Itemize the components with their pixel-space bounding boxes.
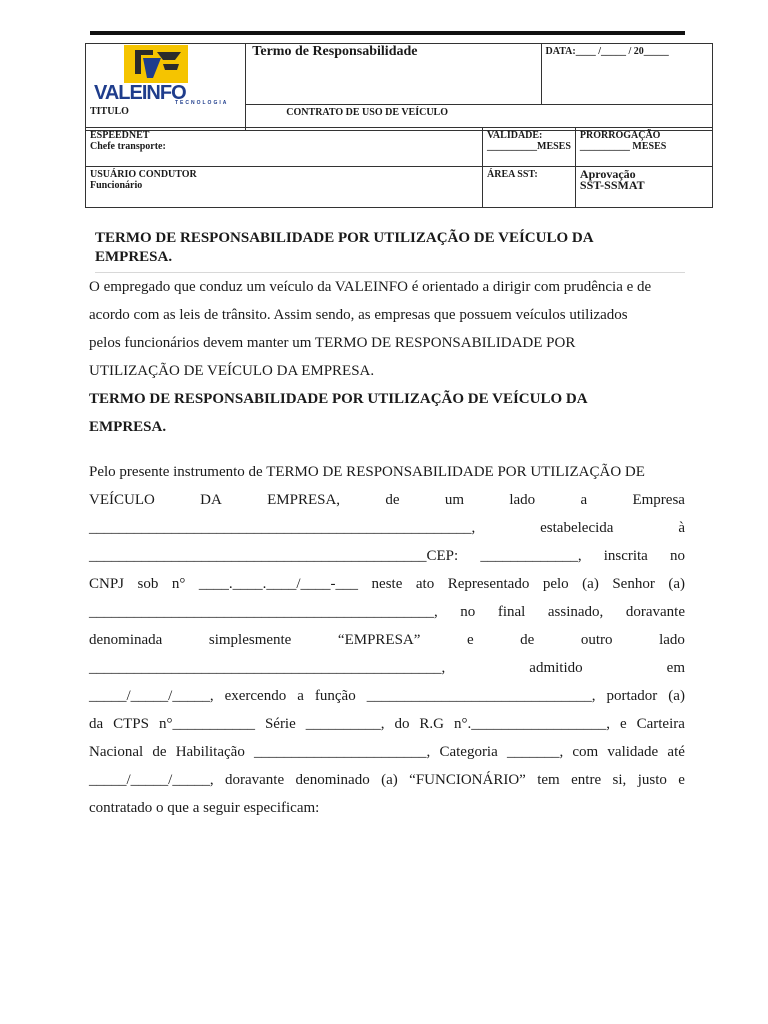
contract-word: (a) — [582, 576, 599, 592]
prorrogacao-cell — [575, 128, 712, 167]
contract-word: CNPJ — [89, 576, 125, 592]
contract-word: neste — [371, 576, 403, 592]
contract-word: DA — [200, 492, 222, 508]
contract-word: doravante — [625, 604, 685, 620]
contract-word: Empresa — [632, 492, 685, 508]
contract-line — [89, 626, 685, 654]
contract-word: outro — [580, 632, 613, 648]
contract-word: final — [497, 604, 526, 620]
contract-word: da — [89, 716, 104, 732]
contract-word: até — [667, 744, 685, 760]
prorrogacao-label: PRORROGAÇÃO — [579, 130, 661, 141]
validade-cell — [483, 128, 576, 167]
prorrogacao-value: __________ MESES — [579, 141, 667, 152]
contract-word: Habilitação — [175, 744, 245, 760]
usuario-label: USUÁRIO CONDUTOR — [90, 169, 197, 180]
espeednet-cell — [86, 128, 483, 167]
intro-paragraph — [89, 273, 685, 385]
contract-word: ______________________________________________, — [89, 604, 438, 620]
funcionario-label: Funcionário — [90, 180, 143, 191]
logo-cell — [86, 44, 246, 105]
contract-word: ______________________________, — [366, 688, 596, 704]
espeednet-label: ESPEEDNET — [90, 130, 150, 141]
contract-word: entre — [571, 772, 602, 788]
contract-word: admitido — [529, 660, 583, 676]
intro-line: acordo com as leis de trânsito. Assim sendo, as empresas que possuem veículos utilizados — [89, 307, 628, 323]
contract-word: __________, — [305, 716, 385, 732]
contract-word: Pelo presente instrumento de TERMO DE RESPONSABILIDADE POR UTILIZAÇÃO DE — [89, 464, 645, 480]
contract-word: sob — [137, 576, 159, 592]
logo-tagline: TECNOLOGIA — [175, 100, 229, 104]
contract-word: denominado — [295, 772, 370, 788]
contract-word: assinado, — [547, 604, 604, 620]
contract-word: exercendo — [224, 688, 287, 704]
date-cell — [541, 44, 712, 105]
contract-word: lado — [509, 492, 536, 508]
validade-value: __________MESES — [487, 141, 571, 152]
contract-word: _____/_____/_____, — [89, 688, 214, 704]
contract-word: portador — [606, 688, 658, 704]
contract-word: ato — [415, 576, 435, 592]
contract-word: si, — [612, 772, 627, 788]
document-title: TERMO DE RESPONSABILIDADE POR UTILIZAÇÃO DE VEÍCULO DA EMPRESA. — [95, 230, 593, 265]
contract-word: _____________________________________________CEP: — [89, 548, 459, 564]
intro-line: O empregado que conduz um veículo da VALEINFO é orientado a dirigir com prudência e de — [89, 279, 652, 295]
area-sst-label: ÁREA SST: — [487, 169, 538, 180]
contract-word: de — [152, 744, 167, 760]
contract-word: CTPS — [113, 716, 149, 732]
contract-word: e — [678, 772, 685, 788]
contract-line — [89, 458, 685, 486]
contract-word: justo — [637, 772, 667, 788]
contract-word: estabelecida — [540, 520, 614, 536]
contract-word: de — [385, 492, 400, 508]
contract-word: ___________________________________________________, — [89, 520, 476, 536]
contract-word: (a) — [381, 772, 398, 788]
contract-word: tem — [537, 772, 560, 788]
section-title — [89, 385, 685, 441]
titulo-label: TITULO — [90, 106, 129, 117]
contract-word: pelo — [542, 576, 569, 592]
contract-line — [89, 738, 685, 766]
contract-paragraph — [89, 458, 685, 822]
contract-line — [89, 766, 685, 794]
logo-wordmark: VALEINFO — [94, 82, 186, 104]
contract-word: VEÍCULO — [89, 492, 155, 508]
contract-line — [89, 794, 685, 822]
contract-word: e — [466, 632, 474, 648]
contract-word: contratado o que a seguir especificam: — [89, 800, 320, 816]
contrato-label: CONTRATO DE USO DE VEÍCULO — [286, 106, 448, 118]
form-title-cell — [246, 44, 541, 105]
contract-word: Nacional — [89, 744, 144, 760]
contract-word: Série — [264, 716, 296, 732]
contract-word: Senhor — [612, 576, 655, 592]
contract-word: com — [572, 744, 599, 760]
contract-word: n° — [171, 576, 186, 592]
contract-word: à — [678, 520, 685, 536]
contract-word: _____/_____/_____, — [89, 772, 214, 788]
contract-line — [89, 486, 685, 514]
contract-word: de — [520, 632, 535, 648]
contract-word: R.G — [419, 716, 445, 732]
contract-word: (a) — [668, 576, 685, 592]
contract-word: validade — [607, 744, 659, 760]
contract-word: n°.__________________, — [453, 716, 610, 732]
contract-word: em — [666, 660, 685, 676]
contract-word: a — [297, 688, 304, 704]
contract-line — [89, 654, 685, 682]
intro-line: UTILIZAÇÃO DE VEÍCULO DA EMPRESA. — [89, 363, 375, 379]
contract-word: _______________________________________________, — [89, 660, 446, 676]
contract-word: ____.____.____/____-___ — [198, 576, 359, 592]
top-rule — [90, 31, 685, 35]
validade-label: VALIDADE: — [487, 130, 543, 141]
contract-line — [89, 542, 685, 570]
contract-word: doravante — [225, 772, 285, 788]
contract-word: denominada — [89, 632, 163, 648]
ssmat-label: SST-SSMAT — [579, 178, 645, 192]
contract-word: do — [394, 716, 410, 732]
contract-word: Representado — [447, 576, 530, 592]
contract-word: um — [444, 492, 465, 508]
contract-word: _____________, — [480, 548, 582, 564]
chefe-label: Chefe transporte: — [90, 141, 166, 152]
contract-word: lado — [659, 632, 685, 648]
contract-word: e — [619, 716, 627, 732]
contract-word: no — [460, 604, 476, 620]
contract-word: inscrita — [603, 548, 648, 564]
usuario-cell — [86, 167, 483, 208]
contract-word: função — [314, 688, 356, 704]
contract-word: a — [580, 492, 588, 508]
area-sst-cell — [483, 167, 576, 208]
aprovacao-label: Aprovação — [579, 167, 636, 181]
aprovacao-cell — [575, 167, 712, 208]
contract-word: n°___________ — [158, 716, 255, 732]
contract-word: no — [669, 548, 685, 564]
contract-line — [89, 570, 685, 598]
contract-line — [89, 710, 685, 738]
contract-word: Categoria — [439, 744, 498, 760]
contract-word: simplesmente — [208, 632, 292, 648]
date-field: DATA:____ /_____ / 20_____ — [545, 46, 669, 57]
contract-line — [89, 598, 685, 626]
valeinfo-logo — [91, 44, 241, 104]
contract-line — [89, 514, 685, 542]
contract-line — [89, 682, 685, 710]
section-title-line: TERMO DE RESPONSABILIDADE POR UTILIZAÇÃO DE VEÍCULO DA — [89, 391, 588, 407]
contract-word: Carteira — [636, 716, 685, 732]
contract-word: (a) — [668, 688, 685, 704]
header-table — [85, 43, 713, 131]
contract-word: EMPRESA, — [267, 492, 341, 508]
form-title: Termo de Responsabilidade — [252, 44, 418, 59]
contract-word: _______, — [506, 744, 564, 760]
contract-word: _______________________, — [254, 744, 431, 760]
intro-line: pelos funcionários devem manter um TERMO DE RESPONSABILIDADE POR — [89, 335, 576, 351]
contract-word: “FUNCIONÁRIO” — [409, 772, 526, 788]
contract-word: “EMPRESA” — [337, 632, 421, 648]
section-title-line: EMPRESA. — [89, 419, 167, 435]
info-table — [85, 127, 713, 208]
